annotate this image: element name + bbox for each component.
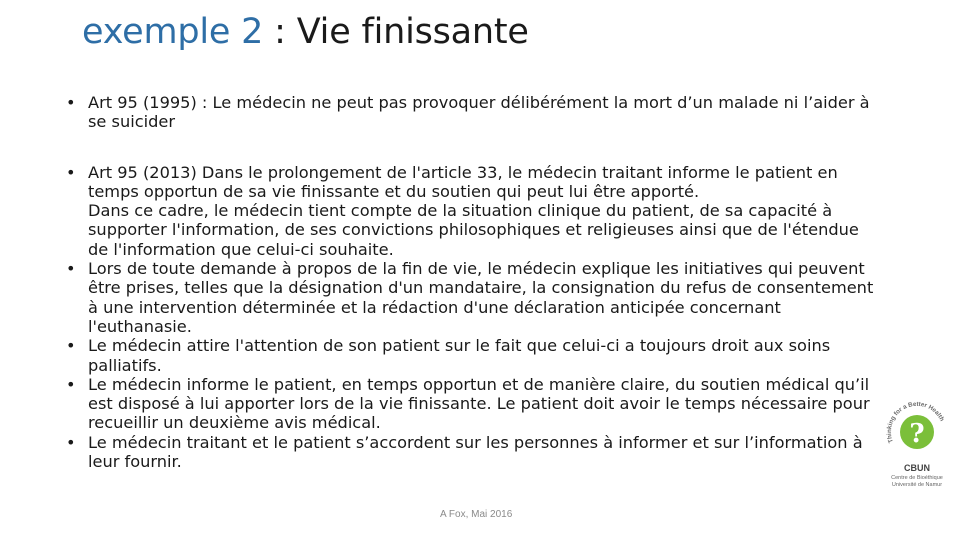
svg-text:?: ? (909, 419, 925, 449)
slide-footer: A Fox, Mai 2016 (440, 509, 513, 520)
bullet-dot-icon: • (66, 93, 76, 112)
slide-title (82, 12, 529, 52)
cbun-logo (882, 392, 952, 492)
bullet-text: Le médecin attire l'attention de son patient sur le fait que celui-ci a toujours droit aux soins palliatifs. (88, 336, 831, 375)
logo-ring-text: Thinking for a Better Health (885, 400, 946, 444)
logo-subtitle-1: Centre de Bioéthique (891, 475, 943, 481)
slide-title-rest: : Vie finissante (263, 12, 529, 52)
slide-title-accent: exemple 2 (82, 12, 264, 52)
bullet-item (64, 259, 884, 336)
bullet-item (64, 336, 884, 375)
bullet-text: Le médecin traitant et le patient s’accordent sur les personnes à informer et sur l’information à leur fournir. (88, 432, 863, 472)
cbun-emblem-icon (882, 392, 952, 464)
bullet-text: Lors de toute demande à propos de la fin de vie, le médecin explique les initiatives qui peuvent être prises, telles que la désignation d'un mandataire, la consignation du refus de consentement à une intervention déterminée et la rédaction d'une déclaration anticipée concernant l'euthanasie. (88, 259, 874, 336)
bullet-dot-icon: • (66, 259, 76, 279)
bullet-item (64, 93, 884, 132)
bullet-text-continued: Dans ce cadre, le médecin tient compte de la situation clinique du patient, de sa capacité à supporter l'information, de ses convictions philosophiques et religieuses ainsi que de l'étendue de l'information que celui-ci souhaite. (88, 201, 859, 259)
bullet-item (64, 375, 884, 433)
bullet-text: Art 95 (2013) Dans le prolongement de l'article 33, le médecin traitant informe le patient en temps opportun de sa vie finissante et du soutien qui peut lui être apporté. (88, 162, 838, 201)
bullet-text: Le médecin informe le patient, en temps opportun et de manière claire, du soutien médical qu’il est disposé à lui apporter lors de la vie finissante. Le patient doit avoir le temps nécessaire pour recueillir un deuxième avis médical. (88, 374, 870, 433)
bullet-item (64, 433, 884, 472)
bullet-dot-icon: • (66, 162, 76, 182)
bullet-dot-icon: • (66, 336, 76, 356)
bullet-item (64, 163, 884, 259)
bullet-list (64, 93, 884, 471)
bullet-text: Art 95 (1995) : Le médecin ne peut pas provoquer délibérément la mort d’un malade ni l’aider à se suicider (88, 93, 870, 132)
bullet-dot-icon: • (66, 374, 76, 394)
logo-brand: CBUN (904, 463, 930, 473)
bullet-dot-icon: • (66, 432, 76, 452)
logo-subtitle-2: Université de Namur (891, 482, 943, 488)
